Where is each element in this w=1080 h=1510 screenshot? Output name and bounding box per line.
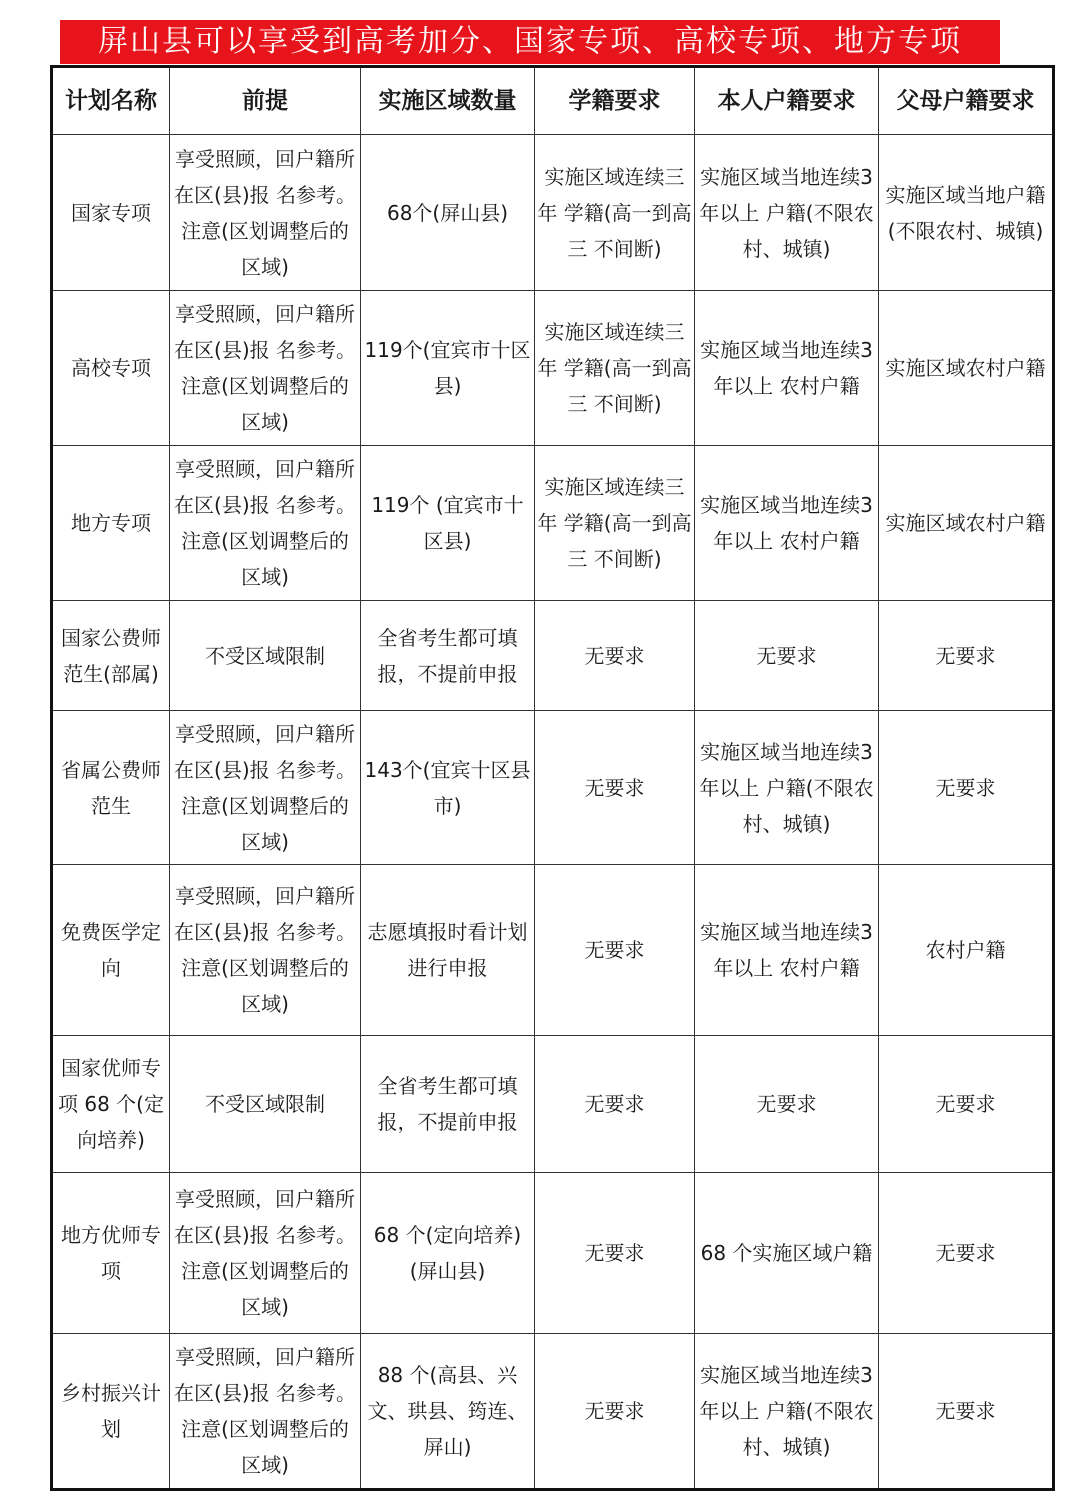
table-cell: 实施区域连续三年 学籍(高一到高三 不间断) [535,135,695,291]
table-cell: 实施区域农村户籍 [879,291,1054,446]
table-cell: 无要求 [535,1334,695,1490]
table-cell: 享受照顾，回户籍所在区(县)报 名参考。注意(区划调整后的区域) [170,1173,361,1334]
table-cell: 无要求 [535,865,695,1036]
table-cell: 无要求 [879,1334,1054,1490]
table-cell: 实施区域当地户籍(不限农村、城镇) [879,135,1054,291]
column-header: 计划名称 [52,67,170,135]
table-cell: 119个 (宜宾市十区县) [361,446,535,601]
table-cell: 实施区域当地连续3 年以上 户籍(不限农村、城镇) [695,1334,879,1490]
table-cell: 实施区域当地连续3 年以上 农村户籍 [695,446,879,601]
table-cell: 实施区域当地连续3 年以上 户籍(不限农村、城镇) [695,135,879,291]
table-cell: 无要求 [535,601,695,711]
table-row [52,135,1054,291]
table-cell: 全省考生都可填报，不提前申报 [361,1036,535,1173]
table-cell: 国家优师专项 68 个(定向培养) [52,1036,170,1173]
table-cell: 143个(宜宾十区县市) [361,711,535,865]
table-row [52,711,1054,865]
table-cell: 无要求 [535,711,695,865]
table-row [52,1036,1054,1173]
table-cell: 国家专项 [52,135,170,291]
table-cell: 乡村振兴计划 [52,1334,170,1490]
column-header: 父母户籍要求 [879,67,1054,135]
table-cell: 68 个(定向培养)(屏山县) [361,1173,535,1334]
table-cell: 无要求 [879,1173,1054,1334]
table-cell: 省属公费师范生 [52,711,170,865]
table-cell: 国家公费师范生(部属) [52,601,170,711]
table-cell: 高校专项 [52,291,170,446]
column-header: 实施区域数量 [361,67,535,135]
table-cell: 无要求 [535,1173,695,1334]
table-cell: 地方专项 [52,446,170,601]
table-cell: 88 个(高县、兴文、珙县、筠连、屏山) [361,1334,535,1490]
table-cell: 享受照顾，回户籍所在区(县)报 名参考。注意(区划调整后的区域) [170,446,361,601]
table-cell: 无要求 [879,711,1054,865]
table-cell: 无要求 [879,1036,1054,1173]
table-row [52,601,1054,711]
table-row [52,1334,1054,1490]
column-header: 学籍要求 [535,67,695,135]
table-cell: 实施区域当地连续3 年以上 农村户籍 [695,865,879,1036]
table-cell: 119个(宜宾市十区县) [361,291,535,446]
column-header: 前提 [170,67,361,135]
table-cell: 享受照顾，回户籍所在区(县)报 名参考。注意(区划调整后的区域) [170,711,361,865]
table-header-row [52,67,1054,135]
table-cell: 农村户籍 [879,865,1054,1036]
table-cell: 68个(屏山县) [361,135,535,291]
table-cell: 全省考生都可填报，不提前申报 [361,601,535,711]
table-cell: 享受照顾，回户籍所在区(县)报 名参考。注意(区划调整后的区域) [170,865,361,1036]
table-cell: 无要求 [695,601,879,711]
table-cell: 志愿填报时看计划进行申报 [361,865,535,1036]
table-cell: 享受照顾，回户籍所在区(县)报 名参考。注意(区划调整后的区域) [170,291,361,446]
table-cell: 享受照顾，回户籍所在区(县)报 名参考。注意(区划调整后的区域) [170,1334,361,1490]
table-row [52,1173,1054,1334]
table-row [52,865,1054,1036]
page-title: 屏山县可以享受到高考加分、国家专项、高校专项、地方专项 [60,20,1000,64]
table-cell: 免费医学定向 [52,865,170,1036]
column-header: 本人户籍要求 [695,67,879,135]
table-cell: 无要求 [695,1036,879,1173]
table-row [52,446,1054,601]
table-cell: 享受照顾，回户籍所在区(县)报 名参考。注意(区划调整后的区域) [170,135,361,291]
table-cell: 实施区域当地连续3 年以上 户籍(不限农村、城镇) [695,711,879,865]
table-row [52,291,1054,446]
table-cell: 实施区域连续三年 学籍(高一到高三 不间断) [535,446,695,601]
table-cell: 68 个实施区域户籍 [695,1173,879,1334]
table-cell: 不受区域限制 [170,1036,361,1173]
table-cell: 无要求 [879,601,1054,711]
table-cell: 实施区域当地连续3 年以上 农村户籍 [695,291,879,446]
table-cell: 实施区域连续三年 学籍(高一到高三 不间断) [535,291,695,446]
table-cell: 无要求 [535,1036,695,1173]
table-cell: 地方优师专项 [52,1173,170,1334]
table-cell: 实施区域农村户籍 [879,446,1054,601]
table-cell: 不受区域限制 [170,601,361,711]
plan-requirements-table [50,65,1055,1491]
